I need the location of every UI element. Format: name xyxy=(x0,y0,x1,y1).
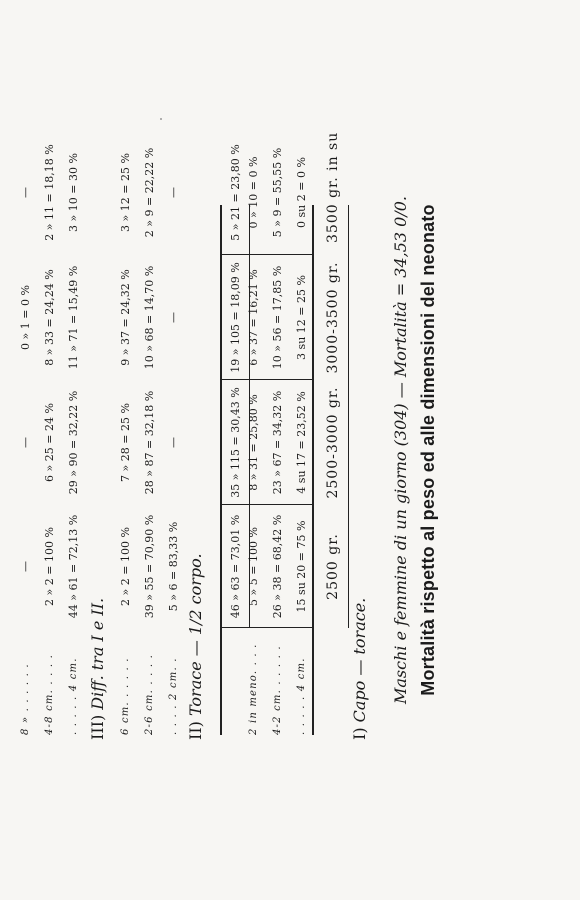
row-label: 2-6 cm. . . . . xyxy=(144,654,155,735)
cell: 19 » 105 = 18,09 % xyxy=(229,262,242,373)
cell: 46 » 63 = 73,01 % xyxy=(229,514,242,619)
row-label: 8 » . . . . . . xyxy=(20,663,31,735)
cell: — xyxy=(19,561,32,572)
section-label: Torace — 1/2 corpo. xyxy=(186,553,205,717)
cell: 44 » 61 = 72,13 % xyxy=(67,514,80,619)
cell: 5 » 21 = 23,80 % xyxy=(229,144,242,241)
cell: — xyxy=(167,437,180,448)
cell: — xyxy=(19,187,32,198)
table-row xyxy=(14,0,38,900)
cell: — xyxy=(167,187,180,198)
section-number: I) xyxy=(350,727,369,740)
row-label: 4-8 cm. . . . . xyxy=(44,654,55,735)
page-subtitle: Maschi e femmine di un giorno (304) — Mortalità = 34,53 0/0. xyxy=(391,196,410,705)
column-header-2500-3000: 2500-3000 gr. xyxy=(325,386,341,499)
row-label xyxy=(224,629,248,735)
paper-speck xyxy=(160,118,162,120)
cell: 0 su 2 = 0 % xyxy=(295,157,308,228)
cell: 0 » 10 = 0 % xyxy=(247,156,260,229)
row-label: . . . . . 4 cm. xyxy=(296,657,307,735)
section-label: Capo — torace. xyxy=(350,597,369,723)
cell: 8 » 31 = 25,80 % xyxy=(247,394,260,491)
row-label: 2 in meno. . . . xyxy=(248,643,259,735)
table-row xyxy=(114,0,138,900)
cell: 5 » 5 = 100 % xyxy=(247,527,260,606)
cell: 9 » 37 = 24,32 % xyxy=(119,269,132,366)
cell: 3 » 10 = 30 % xyxy=(67,153,80,232)
cell: 10 » 68 = 14,70 % xyxy=(143,265,156,370)
cell: 7 » 28 = 25 % xyxy=(119,403,132,482)
cell: 8 » 33 = 24,24 % xyxy=(43,269,56,366)
table-row xyxy=(290,0,314,900)
cell: 29 » 90 = 32,22 % xyxy=(67,390,80,495)
cell: 39 » 55 = 70,90 % xyxy=(143,514,156,619)
subtotal-row xyxy=(224,0,248,900)
section-number: II) xyxy=(186,721,205,740)
table-row xyxy=(38,0,62,900)
row-label: . . . . 2 cm. . xyxy=(168,657,179,735)
cell: 15 su 20 = 75 % xyxy=(295,520,308,613)
cell: 2 » 9 = 22,22 % xyxy=(143,147,156,238)
cell: 11 » 71 = 15,49 % xyxy=(67,265,80,370)
cell: 26 » 38 = 68,42 % xyxy=(271,514,284,619)
table-row xyxy=(162,0,186,900)
cell: — xyxy=(167,312,180,323)
column-header-3000-3500: 3000-3500 gr. xyxy=(325,261,341,374)
section-number: III) xyxy=(88,714,107,740)
cell: — xyxy=(19,437,32,448)
row-label: . . . . . 4 cm. xyxy=(68,657,79,735)
cell: 28 » 87 = 32,18 % xyxy=(143,390,156,495)
cell: 23 » 67 = 34,32 % xyxy=(271,390,284,495)
cell: 3 su 12 = 25 % xyxy=(295,275,308,360)
column-header-3500-plus: 3500 gr. in su xyxy=(325,131,341,243)
section-label: Diff. tra I e II. xyxy=(88,597,107,710)
page-title: Mortalità rispetto al peso ed alle dimensioni del neonato xyxy=(418,204,438,696)
table-row xyxy=(266,0,290,900)
table-row xyxy=(62,0,86,900)
column-header-2500: 2500 gr. xyxy=(325,533,341,600)
cell: 5 » 9 = 55,55 % xyxy=(271,147,284,238)
cell: 4 su 17 = 23,52 % xyxy=(295,391,308,494)
cell: 10 » 56 = 17,85 % xyxy=(271,265,284,370)
table-row xyxy=(138,0,162,900)
cell: 2 » 11 = 18,18 % xyxy=(43,144,56,241)
cell: 2 » 2 = 100 % xyxy=(43,527,56,606)
cell: 6 » 37 = 16,21 % xyxy=(247,269,260,366)
cell: 5 » 6 = 83,33 % xyxy=(167,521,180,612)
section-heading-diff xyxy=(88,598,107,740)
section-heading-torace-corpo xyxy=(186,553,205,740)
cell: 0 » 1 = 0 % xyxy=(19,285,32,350)
cell: 35 » 115 = 30,43 % xyxy=(229,387,242,498)
cell: 3 » 12 = 25 % xyxy=(119,153,132,232)
row-label: 4-2 cm. . . . . . xyxy=(272,645,283,735)
cell: 2 » 2 = 100 % xyxy=(119,527,132,606)
row-label: 6 cm. . . . . . xyxy=(120,657,131,735)
cell: 6 » 25 = 24 % xyxy=(43,403,56,482)
